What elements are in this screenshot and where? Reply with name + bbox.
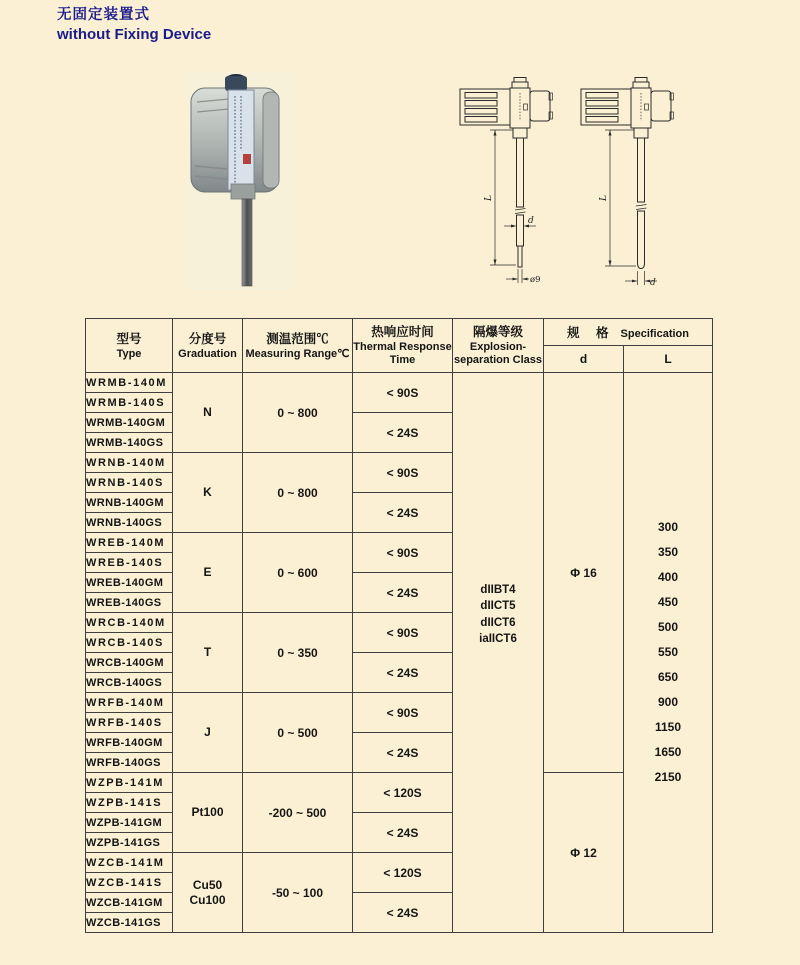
range-cell: 0 ~ 350: [243, 613, 353, 693]
col-header-l: L: [624, 346, 713, 373]
response-cell: < 24S: [353, 653, 453, 693]
graduation-cell: J: [173, 693, 243, 773]
header-row-1: [86, 319, 713, 346]
dim-label-L: L: [484, 195, 494, 201]
response-cell: < 90S: [353, 693, 453, 733]
label-strip: [228, 90, 254, 190]
top-cap: [225, 76, 247, 91]
range-cell: 0 ~ 800: [243, 373, 353, 453]
range-cell: -200 ~ 500: [243, 773, 353, 853]
model-cell: WRNB-140M: [86, 453, 173, 473]
model-cell: WREB-140M: [86, 533, 173, 553]
model-cell: WREB-140S: [86, 553, 173, 573]
model-cell: WRNB-140GM: [86, 493, 173, 513]
model-cell: WREB-140GM: [86, 573, 173, 593]
col-header-range: 测温范围℃ Measuring Range℃: [243, 319, 353, 373]
drawing-head: [460, 78, 553, 139]
dim-label-d: d: [528, 216, 534, 226]
dimension-drawing-stepped-tip: [457, 76, 562, 301]
model-cell: WZCB-141M: [86, 853, 173, 873]
model-cell: WRMB-140M: [86, 373, 173, 393]
explosion-class-cell: dIIBT4 dIICT5 dIICT6 iaIICT6: [453, 373, 544, 933]
diameter-cell: Φ 16: [544, 373, 624, 773]
table-row: [86, 373, 713, 393]
model-cell: WZCB-141GS: [86, 913, 173, 933]
response-cell: < 24S: [353, 893, 453, 933]
graduation-cell: Pt100: [173, 773, 243, 853]
range-cell: 0 ~ 800: [243, 453, 353, 533]
response-cell: < 120S: [353, 773, 453, 813]
col-header-response: 热响应时间 Thermal Response Time: [353, 319, 453, 373]
range-cell: 0 ~ 600: [243, 533, 353, 613]
model-cell: WRCB-140M: [86, 613, 173, 633]
model-cell: WRFB-140GM: [86, 733, 173, 753]
col-header-d: d: [544, 346, 624, 373]
dim-label-d: d: [650, 278, 656, 288]
model-cell: WZPB-141S: [86, 793, 173, 813]
model-cell: WZCB-141GM: [86, 893, 173, 913]
range-cell: -50 ~ 100: [243, 853, 353, 933]
range-cell: 0 ~ 500: [243, 693, 353, 773]
response-cell: < 24S: [353, 493, 453, 533]
response-cell: < 24S: [353, 573, 453, 613]
drawing-probe: [515, 138, 526, 267]
model-cell: WRMB-140GS: [86, 433, 173, 453]
model-cell: WRCB-140GM: [86, 653, 173, 673]
probe-rod: [242, 199, 252, 286]
thermocouple-photo: [185, 72, 295, 290]
page-title-zh: 无固定装置式: [57, 7, 150, 23]
dim-label-tip-diameter: ø9: [530, 275, 541, 285]
response-cell: < 90S: [353, 613, 453, 653]
response-cell: < 24S: [353, 733, 453, 773]
model-cell: WZCB-141S: [86, 873, 173, 893]
model-cell: WRMB-140GM: [86, 413, 173, 433]
response-cell: < 90S: [353, 533, 453, 573]
col-header-specification: 规 格 Specification: [544, 319, 713, 346]
thermocouple-head: [191, 74, 279, 199]
dimension-lines: [599, 130, 657, 288]
page-title: [57, 6, 211, 45]
model-cell: WRFB-140GS: [86, 753, 173, 773]
model-cell: WRNB-140GS: [86, 513, 173, 533]
model-cell: WRCB-140GS: [86, 673, 173, 693]
col-header-graduation: 分度号 Graduation: [173, 319, 243, 373]
dim-label-L: L: [599, 195, 609, 201]
graduation-cell: K: [173, 453, 243, 533]
collar: [231, 184, 255, 199]
model-cell: WRFB-140S: [86, 713, 173, 733]
length-cell: 300 350 400 450 500 550 650 900 1150 1650 2150: [624, 373, 713, 933]
table-row: [86, 773, 713, 793]
page-title-en: without Fixing Device: [57, 26, 212, 43]
response-cell: < 90S: [353, 373, 453, 413]
model-cell: WREB-140GS: [86, 593, 173, 613]
graduation-cell: E: [173, 533, 243, 613]
model-cell: WRNB-140S: [86, 473, 173, 493]
model-cell: WZPB-141M: [86, 773, 173, 793]
spec-table-body: [86, 373, 713, 933]
diameter-cell: Φ 12: [544, 773, 624, 933]
response-cell: < 120S: [353, 853, 453, 893]
model-cell: WZPB-141GM: [86, 813, 173, 833]
dimension-lines: [484, 130, 541, 285]
graduation-cell: N: [173, 373, 243, 453]
model-cell: WRMB-140S: [86, 393, 173, 413]
graduation-cell: Cu50 Cu100: [173, 853, 243, 933]
dimension-drawing-rounded-tip: [578, 76, 683, 301]
col-header-type: 型号 Type: [86, 319, 173, 373]
model-cell: WRCB-140S: [86, 633, 173, 653]
drawing-probe: [636, 138, 647, 269]
red-mark: [243, 154, 251, 164]
response-cell: < 90S: [353, 453, 453, 493]
graduation-cell: T: [173, 613, 243, 693]
model-cell: WZPB-141GS: [86, 833, 173, 853]
col-header-explosion: 隔爆等级 Explosion- separation Class: [453, 319, 544, 373]
response-cell: < 24S: [353, 813, 453, 853]
response-cell: < 24S: [353, 413, 453, 453]
model-cell: WRFB-140M: [86, 693, 173, 713]
specification-table: [85, 318, 713, 933]
drawing-head: [581, 78, 674, 139]
